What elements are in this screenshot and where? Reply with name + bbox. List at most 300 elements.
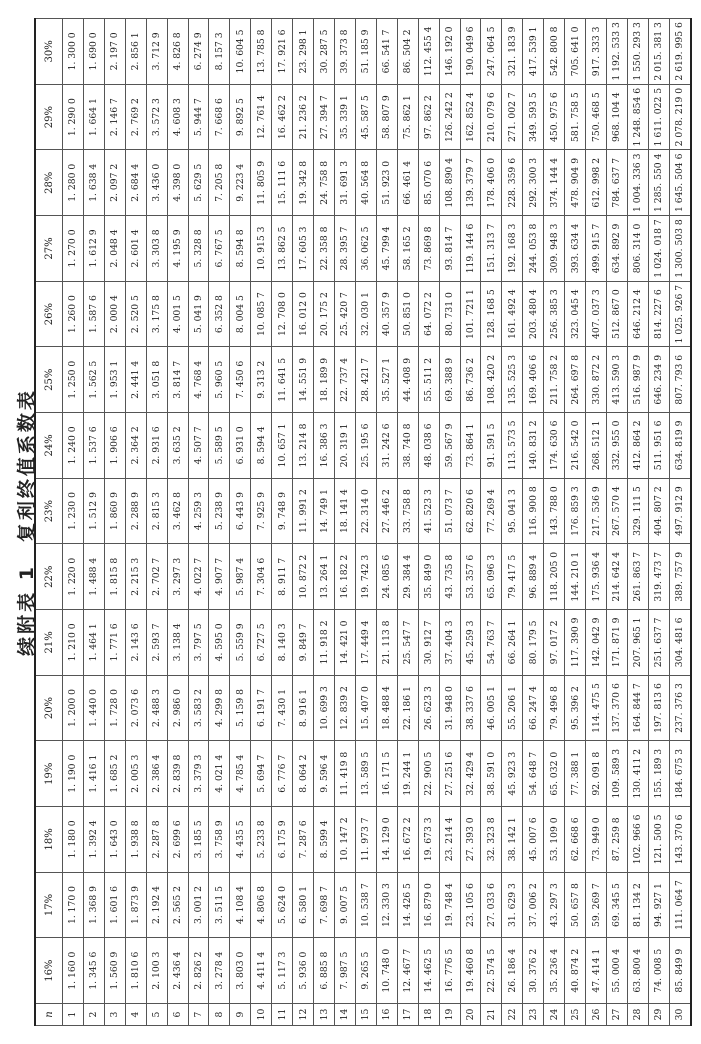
factor-cell: 1. 160 0 bbox=[63, 938, 84, 1004]
factor-cell: 814. 227 6 bbox=[648, 281, 669, 347]
table-row bbox=[293, 19, 314, 1026]
factor-cell: 111. 064 7 bbox=[669, 872, 691, 938]
n-header: n bbox=[35, 1004, 63, 1026]
factor-cell: 23. 214 4 bbox=[439, 807, 460, 873]
factor-cell: 31. 948 0 bbox=[439, 675, 460, 741]
factor-cell: 77. 388 1 bbox=[565, 741, 586, 807]
factor-cell: 203. 480 4 bbox=[523, 281, 544, 347]
factor-cell: 7. 450 6 bbox=[230, 347, 251, 413]
factor-cell: 2. 769 2 bbox=[125, 84, 146, 150]
table-row bbox=[125, 19, 146, 1026]
factor-cell: 35. 339 1 bbox=[334, 84, 355, 150]
table-row bbox=[418, 19, 439, 1026]
factor-cell: 5. 041 9 bbox=[188, 281, 209, 347]
factor-cell: 3. 758 9 bbox=[209, 807, 230, 873]
factor-cell: 62. 820 6 bbox=[460, 478, 481, 544]
factor-cell: 25. 420 7 bbox=[334, 281, 355, 347]
factor-cell: 214. 642 4 bbox=[606, 544, 627, 610]
factor-cell: 24. 758 8 bbox=[314, 150, 335, 216]
table-row bbox=[272, 19, 293, 1026]
factor-cell: 228. 359 6 bbox=[502, 150, 523, 216]
factor-cell: 2. 197 0 bbox=[104, 19, 125, 85]
factor-cell: 17. 921 6 bbox=[272, 19, 293, 85]
factor-cell: 1. 587 6 bbox=[83, 281, 104, 347]
period-cell: 22 bbox=[502, 1004, 523, 1026]
factor-cell: 1 004. 336 3 bbox=[627, 150, 648, 216]
factor-cell: 497. 912 9 bbox=[669, 478, 691, 544]
factor-cell: 2. 143 6 bbox=[125, 610, 146, 676]
factor-cell: 54. 648 7 bbox=[523, 741, 544, 807]
factor-cell: 267. 570 4 bbox=[606, 478, 627, 544]
factor-cell: 41. 523 3 bbox=[418, 478, 439, 544]
factor-cell: 45. 799 4 bbox=[376, 216, 397, 282]
factor-cell: 7. 987 5 bbox=[334, 938, 355, 1004]
factor-cell: 23. 105 6 bbox=[460, 872, 481, 938]
factor-cell: 7. 304 6 bbox=[251, 544, 272, 610]
factor-cell: 6. 885 8 bbox=[314, 938, 335, 1004]
factor-cell: 6. 175 9 bbox=[272, 807, 293, 873]
factor-cell: 20. 175 2 bbox=[314, 281, 335, 347]
factor-cell: 511. 951 6 bbox=[648, 413, 669, 479]
factor-cell: 5. 233 8 bbox=[251, 807, 272, 873]
factor-cell: 5. 238 9 bbox=[209, 478, 230, 544]
factor-cell: 8. 911 7 bbox=[272, 544, 293, 610]
factor-cell: 4. 435 5 bbox=[230, 807, 251, 873]
factor-cell: 126. 242 2 bbox=[439, 84, 460, 150]
factor-cell: 79. 417 5 bbox=[502, 544, 523, 610]
factor-cell: 21. 236 2 bbox=[293, 84, 314, 150]
table-row bbox=[251, 19, 272, 1026]
factor-cell: 323. 045 4 bbox=[565, 281, 586, 347]
factor-cell: 73. 949 0 bbox=[586, 807, 607, 873]
factor-cell: 321. 183 9 bbox=[502, 19, 523, 85]
factor-cell: 50. 657 8 bbox=[565, 872, 586, 938]
factor-cell: 12. 708 0 bbox=[272, 281, 293, 347]
rate-header: 28% bbox=[35, 150, 63, 216]
period-cell: 10 bbox=[251, 1004, 272, 1026]
factor-cell: 2. 856 1 bbox=[125, 19, 146, 85]
factor-cell: 137. 370 6 bbox=[606, 675, 627, 741]
table-row bbox=[669, 19, 691, 1026]
factor-cell: 128. 168 5 bbox=[481, 281, 502, 347]
factor-cell: 2. 699 6 bbox=[167, 807, 188, 873]
factor-cell: 19. 748 4 bbox=[439, 872, 460, 938]
factor-cell: 634. 819 9 bbox=[669, 413, 691, 479]
factor-cell: 404. 807 2 bbox=[648, 478, 669, 544]
factor-cell: 9. 596 4 bbox=[314, 741, 335, 807]
factor-cell: 3. 511 5 bbox=[209, 872, 230, 938]
factor-cell: 1. 873 9 bbox=[125, 872, 146, 938]
factor-cell: 140. 831 2 bbox=[523, 413, 544, 479]
factor-cell: 1. 810 6 bbox=[125, 938, 146, 1004]
factor-cell: 4. 299 8 bbox=[209, 675, 230, 741]
factor-cell: 97. 862 2 bbox=[418, 84, 439, 150]
factor-cell: 1. 953 1 bbox=[104, 347, 125, 413]
factor-cell: 31. 691 3 bbox=[334, 150, 355, 216]
factor-cell: 14. 129 0 bbox=[376, 807, 397, 873]
factor-cell: 93. 814 7 bbox=[439, 216, 460, 282]
factor-cell: 59. 567 9 bbox=[439, 413, 460, 479]
factor-cell: 16. 171 5 bbox=[376, 741, 397, 807]
factor-cell: 349. 593 5 bbox=[523, 84, 544, 150]
factor-cell: 35. 527 1 bbox=[376, 347, 397, 413]
factor-cell: 7. 287 6 bbox=[293, 807, 314, 873]
rate-header: 21% bbox=[35, 610, 63, 676]
factor-cell: 2. 684 4 bbox=[125, 150, 146, 216]
factor-cell: 5. 624 0 bbox=[272, 872, 293, 938]
factor-cell: 11. 918 2 bbox=[314, 610, 335, 676]
factor-cell: 512. 867 0 bbox=[606, 281, 627, 347]
factor-cell: 1. 560 9 bbox=[104, 938, 125, 1004]
factor-cell: 1 611. 022 5 bbox=[648, 84, 669, 150]
factor-cell: 8. 157 3 bbox=[209, 19, 230, 85]
factor-cell: 309. 948 3 bbox=[544, 216, 565, 282]
factor-cell: 35. 849 0 bbox=[418, 544, 439, 610]
factor-cell: 412. 864 2 bbox=[627, 413, 648, 479]
factor-cell: 1. 180 0 bbox=[63, 807, 84, 873]
factor-cell: 2. 826 2 bbox=[188, 938, 209, 1004]
factor-cell: 9. 748 9 bbox=[272, 478, 293, 544]
factor-cell: 4. 806 8 bbox=[251, 872, 272, 938]
period-cell: 12 bbox=[293, 1004, 314, 1026]
period-cell: 25 bbox=[565, 1004, 586, 1026]
factor-cell: 7. 698 7 bbox=[314, 872, 335, 938]
factor-cell: 8. 594 8 bbox=[230, 216, 251, 282]
period-cell: 14 bbox=[334, 1004, 355, 1026]
table-row bbox=[146, 19, 167, 1026]
factor-cell: 184. 675 3 bbox=[669, 741, 691, 807]
factor-cell: 16. 879 0 bbox=[418, 872, 439, 938]
factor-cell: 85. 849 9 bbox=[669, 938, 691, 1004]
factor-cell: 31. 242 6 bbox=[376, 413, 397, 479]
factor-cell: 2. 702 7 bbox=[146, 544, 167, 610]
factor-cell: 161. 492 4 bbox=[502, 281, 523, 347]
factor-cell: 1. 300 0 bbox=[63, 19, 84, 85]
factor-cell: 5. 559 9 bbox=[230, 610, 251, 676]
factor-cell: 2. 100 3 bbox=[146, 938, 167, 1004]
factor-cell: 117. 390 9 bbox=[565, 610, 586, 676]
factor-cell: 101. 721 1 bbox=[460, 281, 481, 347]
factor-cell: 1. 345 6 bbox=[83, 938, 104, 1004]
factor-cell: 1. 906 6 bbox=[104, 413, 125, 479]
factor-cell: 207. 965 1 bbox=[627, 610, 648, 676]
period-cell: 28 bbox=[627, 1004, 648, 1026]
factor-cell: 8. 916 1 bbox=[293, 675, 314, 741]
factor-cell: 27. 251 6 bbox=[439, 741, 460, 807]
factor-cell: 3. 712 9 bbox=[146, 19, 167, 85]
factor-cell: 37. 404 3 bbox=[439, 610, 460, 676]
factor-cell: 178. 406 0 bbox=[481, 150, 502, 216]
factor-cell: 1. 200 0 bbox=[63, 675, 84, 741]
factor-cell: 135. 525 3 bbox=[502, 347, 523, 413]
factor-cell: 69. 345 5 bbox=[606, 872, 627, 938]
factor-cell: 211. 758 2 bbox=[544, 347, 565, 413]
factor-cell: 6. 776 7 bbox=[272, 741, 293, 807]
factor-cell: 1 192. 533 3 bbox=[606, 19, 627, 85]
factor-cell: 6. 767 5 bbox=[209, 216, 230, 282]
factor-cell: 634. 892 9 bbox=[606, 216, 627, 282]
factor-cell: 478. 904 9 bbox=[565, 150, 586, 216]
factor-cell: 32. 030 1 bbox=[355, 281, 376, 347]
factor-cell: 19. 244 1 bbox=[397, 741, 418, 807]
factor-cell: 10. 604 5 bbox=[230, 19, 251, 85]
factor-cell: 1. 612 9 bbox=[83, 216, 104, 282]
factor-cell: 1. 392 4 bbox=[83, 807, 104, 873]
factor-cell: 3. 001 2 bbox=[188, 872, 209, 938]
factor-cell: 1 248. 854 6 bbox=[627, 84, 648, 150]
factor-cell: 28. 421 7 bbox=[355, 347, 376, 413]
factor-cell: 14. 421 0 bbox=[334, 610, 355, 676]
factor-cell: 50. 851 0 bbox=[397, 281, 418, 347]
period-cell: 4 bbox=[125, 1004, 146, 1026]
factor-cell: 114. 475 5 bbox=[586, 675, 607, 741]
factor-cell: 2. 593 7 bbox=[146, 610, 167, 676]
factor-cell: 1. 815 8 bbox=[104, 544, 125, 610]
factor-cell: 10. 699 3 bbox=[314, 675, 335, 741]
factor-cell: 81. 134 2 bbox=[627, 872, 648, 938]
factor-cell: 3. 583 2 bbox=[188, 675, 209, 741]
factor-cell: 12. 330 3 bbox=[376, 872, 397, 938]
table-row bbox=[104, 19, 125, 1026]
factor-cell: 1. 562 5 bbox=[83, 347, 104, 413]
factor-cell: 1. 240 0 bbox=[63, 413, 84, 479]
factor-cell: 73. 864 1 bbox=[460, 413, 481, 479]
factor-cell: 4. 398 0 bbox=[167, 150, 188, 216]
factor-cell: 80. 179 5 bbox=[523, 610, 544, 676]
factor-cell: 271. 002 7 bbox=[502, 84, 523, 150]
factor-cell: 389. 757 9 bbox=[669, 544, 691, 610]
factor-cell: 22. 737 4 bbox=[334, 347, 355, 413]
compound-interest-table bbox=[34, 18, 692, 1026]
factor-cell: 40. 874 2 bbox=[565, 938, 586, 1004]
factor-cell: 9. 892 5 bbox=[230, 84, 251, 150]
factor-cell: 11. 973 7 bbox=[355, 807, 376, 873]
factor-cell: 45. 007 6 bbox=[523, 807, 544, 873]
factor-cell: 10. 085 7 bbox=[251, 281, 272, 347]
factor-cell: 5. 589 5 bbox=[209, 413, 230, 479]
factor-cell: 28. 395 7 bbox=[334, 216, 355, 282]
factor-cell: 46. 005 1 bbox=[481, 675, 502, 741]
factor-cell: 3. 797 5 bbox=[188, 610, 209, 676]
factor-cell: 3. 803 0 bbox=[230, 938, 251, 1004]
factor-cell: 130. 411 2 bbox=[627, 741, 648, 807]
factor-cell: 13. 264 1 bbox=[314, 544, 335, 610]
factor-cell: 2. 815 3 bbox=[146, 478, 167, 544]
factor-cell: 1. 728 0 bbox=[104, 675, 125, 741]
factor-cell: 210. 079 6 bbox=[481, 84, 502, 150]
factor-cell: 5. 629 5 bbox=[188, 150, 209, 216]
factor-cell: 118. 205 0 bbox=[544, 544, 565, 610]
factor-cell: 216. 542 0 bbox=[565, 413, 586, 479]
factor-cell: 10. 538 7 bbox=[355, 872, 376, 938]
period-cell: 29 bbox=[648, 1004, 669, 1026]
factor-cell: 2. 215 3 bbox=[125, 544, 146, 610]
factor-cell: 45. 259 3 bbox=[460, 610, 481, 676]
factor-cell: 55. 000 4 bbox=[606, 938, 627, 1004]
rate-header: 19% bbox=[35, 741, 63, 807]
factor-cell: 251. 637 7 bbox=[648, 610, 669, 676]
factor-cell: 11. 991 2 bbox=[293, 478, 314, 544]
factor-cell: 75. 862 1 bbox=[397, 84, 418, 150]
factor-cell: 499. 915 7 bbox=[586, 216, 607, 282]
factor-cell: 12. 839 2 bbox=[334, 675, 355, 741]
factor-cell: 11. 805 9 bbox=[251, 150, 272, 216]
period-cell: 26 bbox=[586, 1004, 607, 1026]
factor-cell: 268. 512 1 bbox=[586, 413, 607, 479]
factor-cell: 9. 223 4 bbox=[230, 150, 251, 216]
factor-cell: 5. 328 8 bbox=[188, 216, 209, 282]
table-row bbox=[230, 19, 251, 1026]
factor-cell: 51. 073 7 bbox=[439, 478, 460, 544]
factor-cell: 151. 313 7 bbox=[481, 216, 502, 282]
factor-cell: 65. 032 0 bbox=[544, 741, 565, 807]
factor-cell: 146. 192 0 bbox=[439, 19, 460, 85]
factor-cell: 1 300. 503 8 bbox=[669, 216, 691, 282]
table-row bbox=[83, 19, 104, 1026]
factor-cell: 807. 793 6 bbox=[669, 347, 691, 413]
factor-cell: 6. 274 9 bbox=[188, 19, 209, 85]
factor-cell: 3. 297 3 bbox=[167, 544, 188, 610]
factor-cell: 9. 849 7 bbox=[293, 610, 314, 676]
table-row bbox=[544, 19, 565, 1026]
factor-cell: 1. 416 1 bbox=[83, 741, 104, 807]
factor-cell: 15. 111 6 bbox=[272, 150, 293, 216]
factor-cell: 143. 788 0 bbox=[544, 478, 565, 544]
table-title: 续附表 1 复利终值系数表 bbox=[16, 388, 38, 656]
factor-cell: 4. 907 7 bbox=[209, 544, 230, 610]
factor-cell: 304. 481 6 bbox=[669, 610, 691, 676]
factor-cell: 1. 280 0 bbox=[63, 150, 84, 216]
factor-cell: 22. 186 1 bbox=[397, 675, 418, 741]
period-cell: 13 bbox=[314, 1004, 335, 1026]
factor-cell: 1. 860 9 bbox=[104, 478, 125, 544]
factor-cell: 38. 740 8 bbox=[397, 413, 418, 479]
factor-cell: 16. 462 2 bbox=[272, 84, 293, 150]
factor-cell: 37. 006 2 bbox=[523, 872, 544, 938]
factor-cell: 806. 314 0 bbox=[627, 216, 648, 282]
factor-cell: 30. 287 5 bbox=[314, 19, 335, 85]
factor-cell: 1. 170 0 bbox=[63, 872, 84, 938]
factor-cell: 25. 195 6 bbox=[355, 413, 376, 479]
factor-cell: 4. 507 7 bbox=[188, 413, 209, 479]
factor-cell: 30. 376 2 bbox=[523, 938, 544, 1004]
factor-cell: 4. 411 4 bbox=[251, 938, 272, 1004]
factor-cell: 12. 761 4 bbox=[251, 84, 272, 150]
factor-cell: 32. 323 8 bbox=[481, 807, 502, 873]
factor-cell: 292. 300 3 bbox=[523, 150, 544, 216]
factor-cell: 15. 407 0 bbox=[355, 675, 376, 741]
factor-cell: 171. 871 9 bbox=[606, 610, 627, 676]
table-row bbox=[627, 19, 648, 1026]
factor-cell: 30. 912 7 bbox=[418, 610, 439, 676]
factor-cell: 19. 742 3 bbox=[355, 544, 376, 610]
factor-cell: 8. 594 4 bbox=[251, 413, 272, 479]
factor-cell: 4. 195 9 bbox=[167, 216, 188, 282]
table-row bbox=[439, 19, 460, 1026]
factor-cell: 36. 062 5 bbox=[355, 216, 376, 282]
factor-cell: 21. 113 8 bbox=[376, 610, 397, 676]
factor-cell: 4. 259 3 bbox=[188, 478, 209, 544]
factor-cell: 417. 539 1 bbox=[523, 19, 544, 85]
factor-cell: 8. 004 5 bbox=[230, 281, 251, 347]
factor-cell: 113. 573 5 bbox=[502, 413, 523, 479]
factor-cell: 10. 147 2 bbox=[334, 807, 355, 873]
factor-cell: 109. 589 3 bbox=[606, 741, 627, 807]
factor-cell: 1. 771 6 bbox=[104, 610, 125, 676]
table-row bbox=[63, 19, 84, 1026]
factor-cell: 1. 250 0 bbox=[63, 347, 84, 413]
factor-cell: 53. 357 6 bbox=[460, 544, 481, 610]
factor-cell: 1 025. 926 7 bbox=[669, 281, 691, 347]
rate-header: 18% bbox=[35, 807, 63, 873]
factor-cell: 26. 623 3 bbox=[418, 675, 439, 741]
factor-cell: 27. 033 6 bbox=[481, 872, 502, 938]
factor-cell: 40. 564 8 bbox=[355, 150, 376, 216]
factor-cell: 16. 182 2 bbox=[334, 544, 355, 610]
factor-cell: 13. 785 8 bbox=[251, 19, 272, 85]
factor-cell: 1 645. 504 6 bbox=[669, 150, 691, 216]
period-cell: 3 bbox=[104, 1004, 125, 1026]
factor-cell: 612. 998 2 bbox=[586, 150, 607, 216]
factor-cell: 164. 844 7 bbox=[627, 675, 648, 741]
factor-cell: 55. 511 2 bbox=[418, 347, 439, 413]
factor-cell: 112. 455 4 bbox=[418, 19, 439, 85]
factor-cell: 18. 141 4 bbox=[334, 478, 355, 544]
factor-cell: 17. 605 3 bbox=[293, 216, 314, 282]
factor-cell: 94. 927 1 bbox=[648, 872, 669, 938]
factor-cell: 2 015. 381 3 bbox=[648, 19, 669, 85]
factor-cell: 1. 664 1 bbox=[83, 84, 104, 150]
factor-cell: 244. 053 8 bbox=[523, 216, 544, 282]
factor-cell: 4. 785 4 bbox=[230, 741, 251, 807]
factor-cell: 750. 468 5 bbox=[586, 84, 607, 150]
factor-cell: 116. 900 8 bbox=[523, 478, 544, 544]
period-cell: 11 bbox=[272, 1004, 293, 1026]
rate-header: 26% bbox=[35, 281, 63, 347]
factor-cell: 8. 140 3 bbox=[272, 610, 293, 676]
factor-cell: 38. 337 6 bbox=[460, 675, 481, 741]
rate-header: 25% bbox=[35, 347, 63, 413]
table-row bbox=[523, 19, 544, 1026]
factor-cell: 197. 813 6 bbox=[648, 675, 669, 741]
factor-cell: 10. 915 3 bbox=[251, 216, 272, 282]
factor-cell: 247. 064 5 bbox=[481, 19, 502, 85]
factor-cell: 65. 096 3 bbox=[481, 544, 502, 610]
factor-cell: 2. 986 0 bbox=[167, 675, 188, 741]
factor-cell: 66. 247 4 bbox=[523, 675, 544, 741]
factor-cell: 374. 144 4 bbox=[544, 150, 565, 216]
period-cell: 2 bbox=[83, 1004, 104, 1026]
factor-cell: 1. 440 0 bbox=[83, 675, 104, 741]
factor-cell: 73. 869 8 bbox=[418, 216, 439, 282]
factor-cell: 22. 900 5 bbox=[418, 741, 439, 807]
factor-cell: 16. 386 3 bbox=[314, 413, 335, 479]
factor-cell: 1. 260 0 bbox=[63, 281, 84, 347]
factor-cell: 144. 210 1 bbox=[565, 544, 586, 610]
factor-cell: 17. 449 4 bbox=[355, 610, 376, 676]
factor-cell: 542. 800 8 bbox=[544, 19, 565, 85]
factor-cell: 2. 000 4 bbox=[104, 281, 125, 347]
factor-cell: 4. 022 7 bbox=[188, 544, 209, 610]
factor-cell: 2 078. 219 0 bbox=[669, 84, 691, 150]
factor-cell: 27. 446 2 bbox=[376, 478, 397, 544]
factor-cell: 917. 333 3 bbox=[586, 19, 607, 85]
factor-cell: 237. 376 3 bbox=[669, 675, 691, 741]
factor-cell: 4. 826 8 bbox=[167, 19, 188, 85]
factor-cell: 3. 814 7 bbox=[167, 347, 188, 413]
factor-cell: 44. 408 9 bbox=[397, 347, 418, 413]
factor-cell: 43. 735 8 bbox=[439, 544, 460, 610]
